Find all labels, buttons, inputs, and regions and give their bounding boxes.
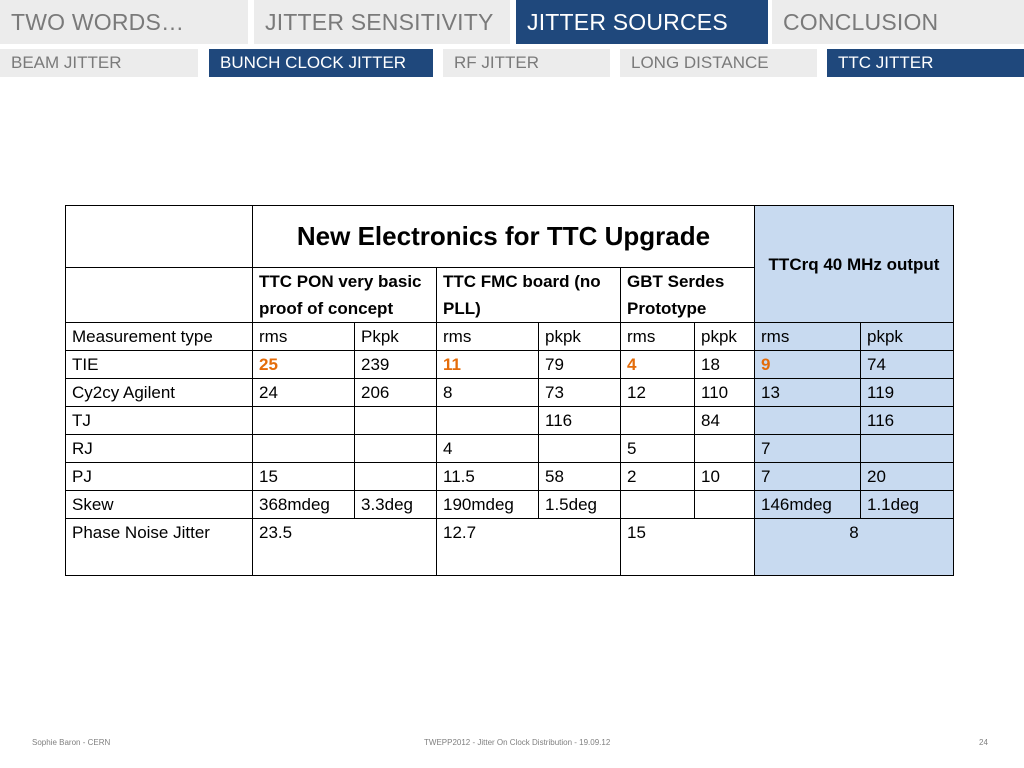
row-label: TIE bbox=[66, 351, 253, 379]
subtab-long-distance[interactable]: LONG DISTANCE bbox=[620, 49, 817, 77]
table-cell: 74 bbox=[861, 351, 954, 379]
corner-cell bbox=[66, 206, 253, 268]
subheader-cell: Pkpk bbox=[355, 323, 437, 351]
table-cell: 190mdeg bbox=[437, 491, 539, 519]
table-cell: 79 bbox=[539, 351, 621, 379]
table-cell: 1.1deg bbox=[861, 491, 954, 519]
subheader-cell: pkpk bbox=[695, 323, 755, 351]
group-ttc-fmc: TTC FMC board (no PLL) bbox=[437, 268, 621, 323]
table-cell bbox=[755, 407, 861, 435]
table-cell: 2 bbox=[621, 463, 695, 491]
table-cell bbox=[861, 435, 954, 463]
table-cell: 12.7 bbox=[437, 519, 621, 576]
table-cell bbox=[355, 463, 437, 491]
tab-jitter-sensitivity[interactable]: JITTER SENSITIVITY bbox=[254, 0, 510, 44]
sub-navigation bbox=[0, 49, 1024, 77]
table-row bbox=[66, 407, 954, 435]
table-cell: 8 bbox=[755, 519, 954, 576]
table-row bbox=[66, 435, 954, 463]
subheader-cell: rms bbox=[621, 323, 695, 351]
table-cell: 84 bbox=[695, 407, 755, 435]
subtab-ttc-jitter[interactable]: TTC JITTER bbox=[827, 49, 1024, 77]
table-cell: 73 bbox=[539, 379, 621, 407]
row-label: RJ bbox=[66, 435, 253, 463]
table-cell: 116 bbox=[539, 407, 621, 435]
table-cell: 11.5 bbox=[437, 463, 539, 491]
table-cell bbox=[355, 435, 437, 463]
footer-page-number: 24 bbox=[979, 738, 988, 747]
subheader-cell: rms bbox=[755, 323, 861, 351]
table-cell: 7 bbox=[755, 463, 861, 491]
subheader-row bbox=[66, 323, 954, 351]
row-label: PJ bbox=[66, 463, 253, 491]
table-cell bbox=[253, 435, 355, 463]
table-cell bbox=[437, 407, 539, 435]
table-cell: 9 bbox=[755, 351, 861, 379]
table-cell: 12 bbox=[621, 379, 695, 407]
table-cell bbox=[621, 407, 695, 435]
table-cell: 239 bbox=[355, 351, 437, 379]
empty-header-cell bbox=[66, 268, 253, 323]
jitter-comparison-table bbox=[65, 205, 954, 576]
table-cell: 15 bbox=[621, 519, 755, 576]
table-cell: 119 bbox=[861, 379, 954, 407]
table-cell: 4 bbox=[621, 351, 695, 379]
table-cell bbox=[695, 491, 755, 519]
group-ttc-pon: TTC PON very basic proof of concept bbox=[253, 268, 437, 323]
table-cell: 8 bbox=[437, 379, 539, 407]
subtab-rf-jitter[interactable]: RF JITTER bbox=[443, 49, 610, 77]
table-row bbox=[66, 379, 954, 407]
table-cell: 15 bbox=[253, 463, 355, 491]
group-gbt-serdes: GBT Serdes Prototype bbox=[621, 268, 755, 323]
table-cell: 24 bbox=[253, 379, 355, 407]
table-cell: 25 bbox=[253, 351, 355, 379]
row-label: Cy2cy Agilent bbox=[66, 379, 253, 407]
table-cell: 18 bbox=[695, 351, 755, 379]
table-cell bbox=[695, 435, 755, 463]
tab-jitter-sources[interactable]: JITTER SOURCES bbox=[516, 0, 768, 44]
table-row bbox=[66, 351, 954, 379]
table-cell: 110 bbox=[695, 379, 755, 407]
row-label: TJ bbox=[66, 407, 253, 435]
table-cell bbox=[539, 435, 621, 463]
row-label: Skew bbox=[66, 491, 253, 519]
subtab-bunch-clock-jitter[interactable]: BUNCH CLOCK JITTER bbox=[209, 49, 433, 77]
table-cell: 3.3deg bbox=[355, 491, 437, 519]
table-cell: 1.5deg bbox=[539, 491, 621, 519]
table-cell: 368mdeg bbox=[253, 491, 355, 519]
measurement-type-label: Measurement type bbox=[66, 323, 253, 351]
table-cell bbox=[253, 407, 355, 435]
main-navigation bbox=[0, 0, 1024, 46]
footer-author: Sophie Baron - CERN bbox=[32, 738, 111, 747]
table-row bbox=[66, 463, 954, 491]
table-row bbox=[66, 491, 954, 519]
table-cell: 23.5 bbox=[253, 519, 437, 576]
table-title: New Electronics for TTC Upgrade bbox=[253, 206, 755, 268]
table-cell: 146mdeg bbox=[755, 491, 861, 519]
table-cell: 206 bbox=[355, 379, 437, 407]
subheader-cell: pkpk bbox=[539, 323, 621, 351]
subheader-cell: rms bbox=[253, 323, 355, 351]
table-cell: 58 bbox=[539, 463, 621, 491]
subheader-cell: pkpk bbox=[861, 323, 954, 351]
subtab-beam-jitter[interactable]: BEAM JITTER bbox=[0, 49, 198, 77]
table-cell: 4 bbox=[437, 435, 539, 463]
tab-two-words[interactable]: TWO WORDS… bbox=[0, 0, 248, 44]
ttcrq-header: TTCrq 40 MHz output bbox=[755, 206, 954, 323]
table-row bbox=[66, 519, 954, 576]
table-title-row bbox=[66, 206, 954, 268]
table-cell: 116 bbox=[861, 407, 954, 435]
table-cell bbox=[621, 491, 695, 519]
table-cell: 20 bbox=[861, 463, 954, 491]
footer-event: TWEPP2012 - Jitter On Clock Distribution - 19.09.12 bbox=[424, 738, 611, 747]
table-cell: 5 bbox=[621, 435, 695, 463]
table-cell: 7 bbox=[755, 435, 861, 463]
row-label: Phase Noise Jitter bbox=[66, 519, 253, 576]
table-cell: 13 bbox=[755, 379, 861, 407]
table-cell: 10 bbox=[695, 463, 755, 491]
table-cell: 11 bbox=[437, 351, 539, 379]
tab-conclusion[interactable]: CONCLUSION bbox=[772, 0, 1024, 44]
table-cell bbox=[355, 407, 437, 435]
subheader-cell: rms bbox=[437, 323, 539, 351]
